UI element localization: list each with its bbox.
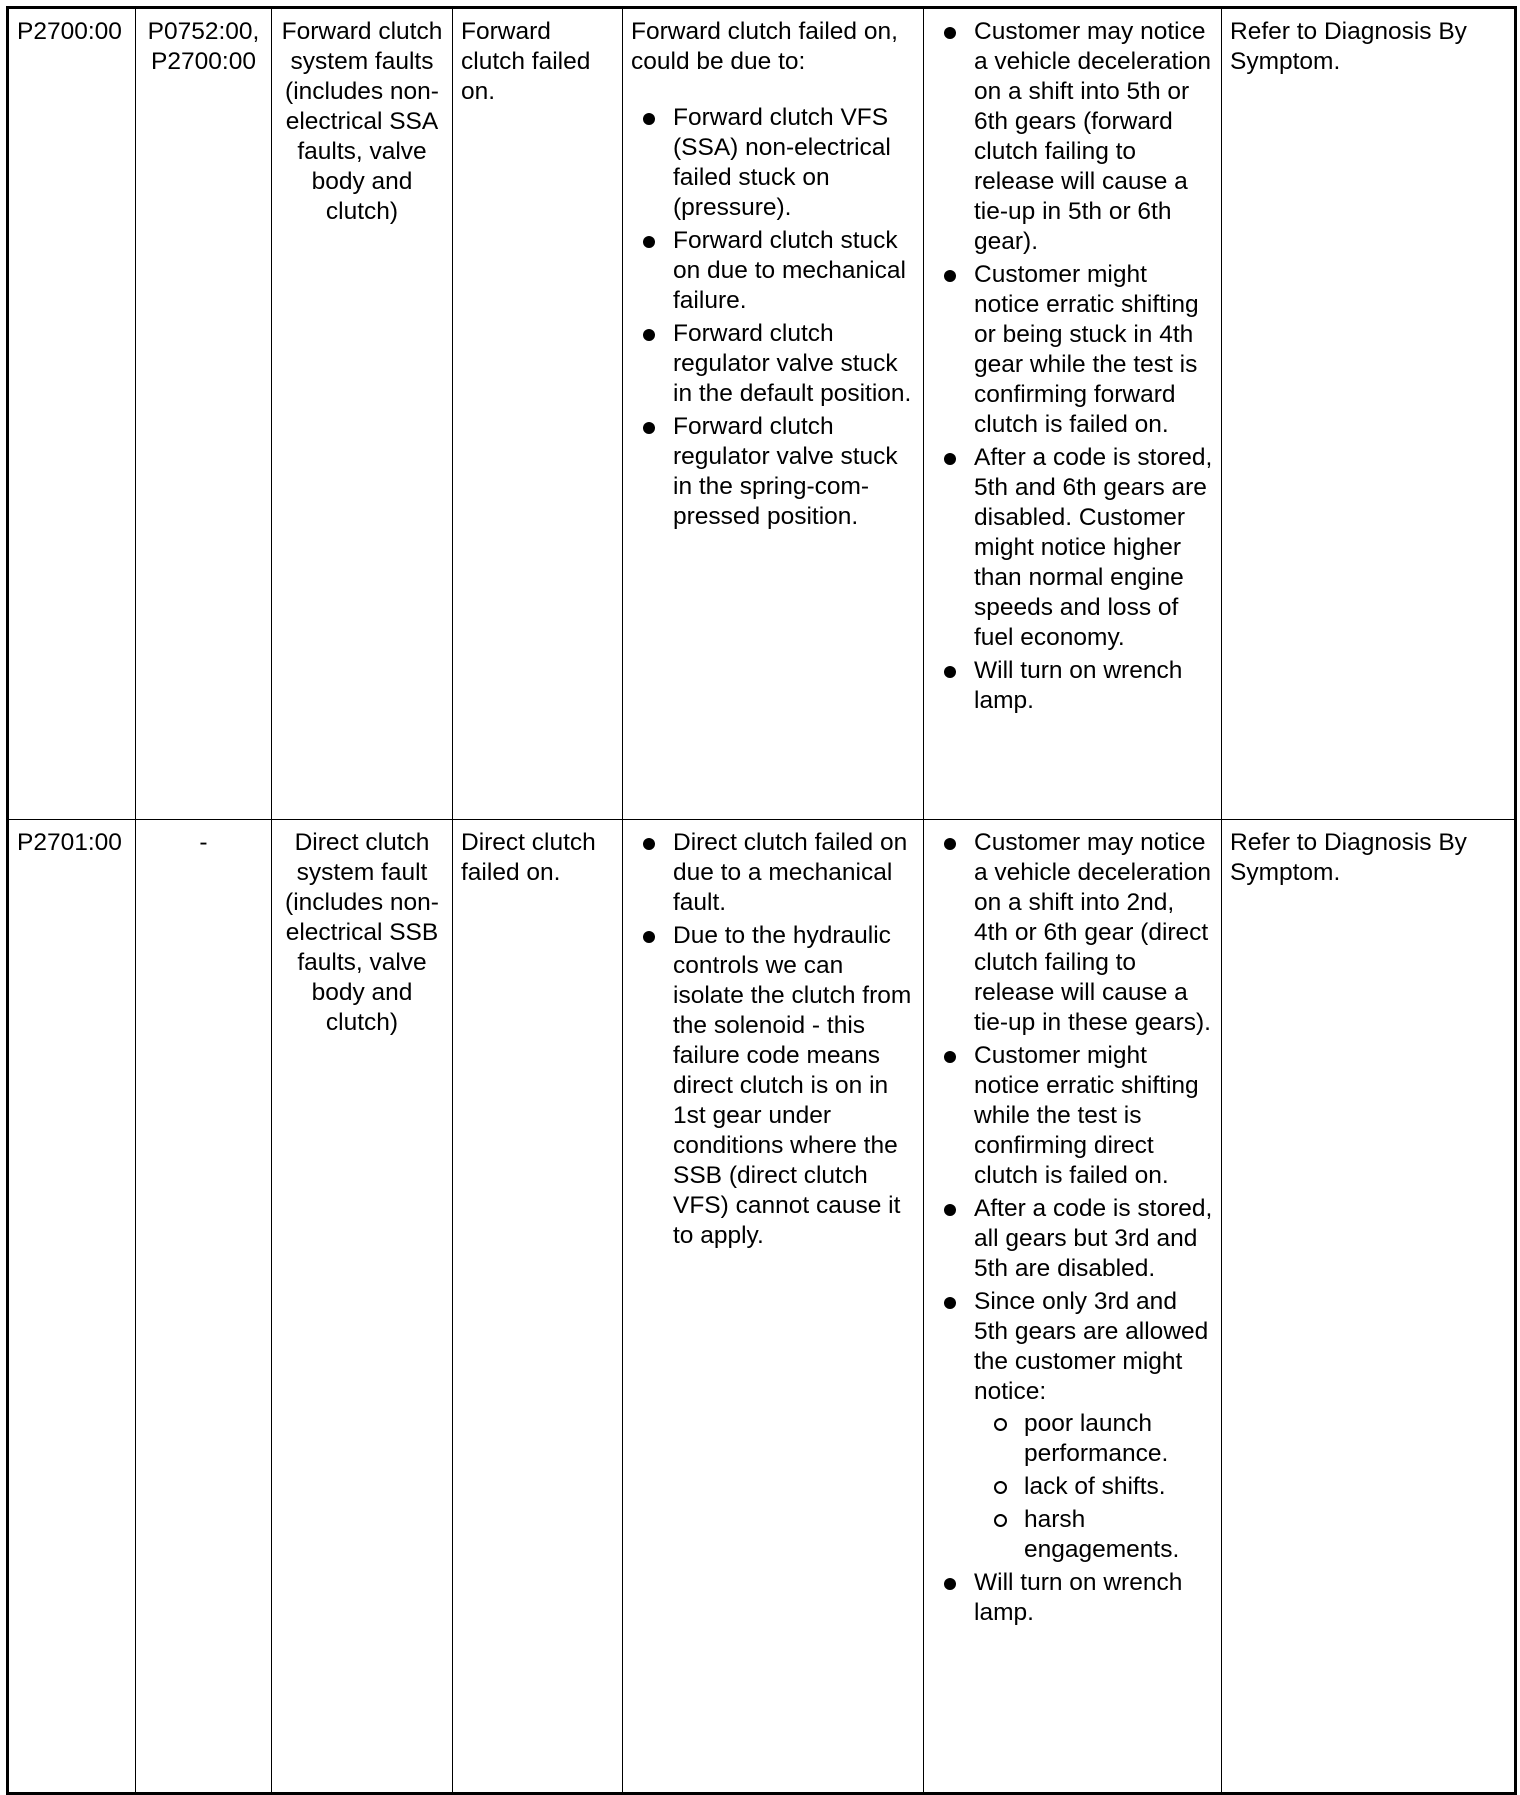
list-item: Customer may notice a vehicle deceleration on a shift into 2nd, 4th or 6th gear (direct clutch failing to release will cause a tie-up in these gears). <box>974 829 1211 1036</box>
list-item: Customer might notice erratic shifting or being stuck in 4th gear while the test is confirming forward clutch is failed on. <box>974 260 1213 440</box>
list-item: Due to the hydraulic controls we can isolate the clutch from the solenoid - this failure code means direct clutch is on in 1st gear under conditions where the SSB (direct clutch VFS) cannot cause it to apply. <box>673 921 915 1251</box>
list-item: Forward clutch regulator valve stuck in the spring-com- pressed position. <box>673 412 915 532</box>
list-item: Will turn on wrench lamp. <box>974 1568 1213 1628</box>
list-item: Forward clutch stuck on due to mechanical failure. <box>673 226 915 316</box>
failure-mode-cell <box>453 820 623 1794</box>
symptom-list <box>932 17 1213 716</box>
symptom-sublist <box>974 1409 1213 1565</box>
list-item: Customer may notice a vehicle deceleration on a shift into 5th or 6th gears (forward clutch failing to release will cause a tie-up in 5th or 6th gear). <box>974 18 1211 255</box>
failure-mode-text: Direct clutch failed on. <box>461 829 596 886</box>
failure-mode-cell <box>453 8 623 820</box>
action-cell <box>1222 8 1516 820</box>
list-item: Customer might notice erratic shifting while the test is confirming direct clutch is failed on. <box>974 1041 1213 1191</box>
list-item: Direct clutch failed on due to a mechanical fault. <box>673 828 915 918</box>
description-cell <box>272 820 453 1794</box>
sub-list-item: harsh engagements. <box>1024 1505 1213 1565</box>
dtc-cell <box>8 8 136 820</box>
table-row <box>8 820 1516 1794</box>
dtc-code: P2700:00 <box>17 18 122 45</box>
symptom-list <box>932 828 1213 1628</box>
action-cell <box>1222 820 1516 1794</box>
related-dtc-text: - <box>199 829 208 856</box>
failure-mode-text: Forward clutch failed on. <box>461 18 591 105</box>
related-dtc-line: P2700:00 <box>151 48 256 75</box>
description-text: Direct clutch system fault (includes non-electrical SSB faults, valve body and clutch) <box>285 829 439 1036</box>
cause-cell <box>623 820 924 1794</box>
list-item: Forward clutch regulator valve stuck in the default position. <box>673 319 915 409</box>
diagnostic-table <box>6 6 1517 1795</box>
table-row <box>8 8 1516 820</box>
related-dtc-line: P0752:00, <box>147 18 260 45</box>
list-item: After a code is stored, all gears but 3rd and 5th are disabled. <box>974 1195 1213 1282</box>
related-dtc-cell <box>136 820 272 1794</box>
symptom-cell <box>924 8 1222 820</box>
cause-intro: Forward clutch failed on, could be due to: <box>631 18 898 75</box>
related-dtc-cell <box>136 8 272 820</box>
symptom-cell <box>924 820 1222 1794</box>
cause-cell <box>623 8 924 820</box>
dtc-code: P2701:00 <box>17 829 122 856</box>
description-text: Forward clutch system faults (includes non-electrical SSA faults, valve body and clutch) <box>281 18 443 225</box>
symptom-notice-text: Since only 3rd and 5th gears are allowed the customer might notice: <box>974 1288 1209 1405</box>
dtc-cell <box>8 820 136 1794</box>
list-item: After a code is stored, 5th and 6th gears are disabled. Customer might notice higher than normal engine speeds and loss of fuel economy. <box>974 444 1213 651</box>
description-cell <box>272 8 453 820</box>
sub-list-item: poor launch performance. <box>1024 1409 1213 1469</box>
action-text: Refer to Diagnosis By Symptom. <box>1230 829 1467 886</box>
cause-list <box>631 103 915 532</box>
sub-list-item: lack of shifts. <box>1024 1472 1213 1502</box>
list-item: Will turn on wrench lamp. <box>974 656 1213 716</box>
list-item: Forward clutch VFS (SSA) non-electrical failed stuck on (pressure). <box>673 103 915 223</box>
cause-list <box>631 828 915 1251</box>
action-text: Refer to Diagnosis By Symptom. <box>1230 18 1467 75</box>
list-item <box>974 1287 1213 1565</box>
